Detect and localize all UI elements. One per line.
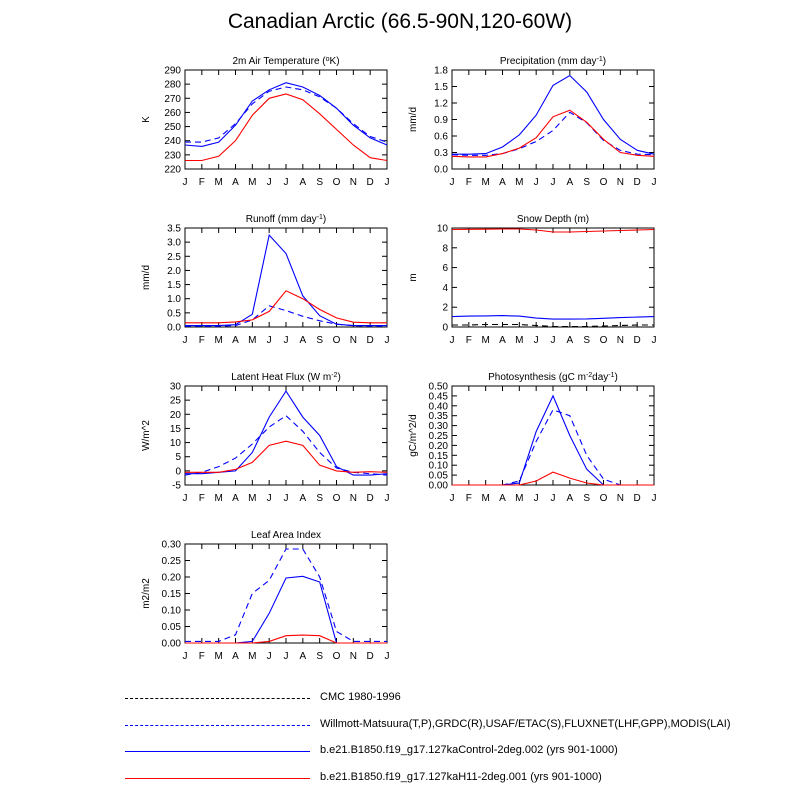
x-tick-label: N	[349, 651, 357, 662]
x-tick-label: D	[633, 177, 641, 188]
y-tick-label: 25	[169, 395, 181, 407]
legend-label-h11: b.e21.B1850.f19_g17.127kaH11-2deg.001 (yrs 901-1000)	[320, 771, 602, 783]
x-tick-label: N	[616, 493, 624, 504]
y-tick-label: 0.40	[428, 401, 448, 413]
y-tick-label: 0	[175, 466, 181, 478]
series-line-1	[452, 76, 654, 155]
x-tick-label: J	[182, 177, 188, 188]
series-line-1	[185, 391, 387, 475]
y-tick-label: 0.6	[434, 131, 448, 143]
panel-title: Latent Heat Flux (W $m^{-2}$)	[231, 371, 341, 383]
y-tick-label: 0.50	[428, 381, 448, 393]
legend-swatch-control	[125, 751, 310, 752]
series-line-2	[185, 291, 387, 323]
x-tick-label: A	[299, 493, 307, 504]
y-tick-label: 220	[164, 164, 181, 176]
x-tick-label: D	[633, 493, 641, 504]
y-axis-label: W/m^2	[141, 420, 152, 451]
y-tick-label: 1.5	[434, 82, 448, 93]
y-tick-label: 0.10	[428, 460, 448, 472]
x-tick-label: D	[366, 651, 374, 662]
x-tick-label: A	[566, 177, 574, 188]
x-tick-label: J	[449, 177, 455, 188]
y-tick-label: 0.20	[428, 440, 448, 452]
x-tick-label: M	[214, 335, 223, 346]
x-tick-label: S	[316, 335, 324, 346]
y-tick-label: 0.3	[434, 148, 448, 159]
x-tick-label: A	[299, 651, 307, 662]
x-tick-label: J	[533, 335, 539, 346]
series-line-0	[185, 416, 387, 475]
x-tick-label: J	[550, 493, 556, 504]
x-tick-label: M	[248, 177, 257, 188]
x-tick-label: M	[515, 177, 524, 188]
x-tick-label: S	[316, 651, 324, 662]
panel-runoff	[141, 214, 390, 347]
y-tick-label: 1.5	[167, 280, 181, 292]
x-tick-label: O	[332, 177, 341, 188]
x-tick-label: J	[266, 177, 272, 188]
y-tick-label: 230	[164, 150, 181, 162]
x-tick-label: M	[515, 493, 524, 504]
legend-label-control: b.e21.B1850.f19_g17.127kaControl-2deg.002 (yrs 901-1000)	[320, 744, 618, 756]
x-tick-label: J	[384, 651, 390, 662]
x-tick-label: J	[266, 493, 272, 504]
x-tick-label: F	[465, 177, 472, 188]
x-tick-label: J	[550, 177, 556, 188]
panel-title: Leaf Area Index	[250, 530, 322, 541]
x-tick-label: J	[550, 335, 556, 346]
x-tick-label: J	[182, 493, 188, 504]
series-line-2	[452, 110, 654, 157]
y-axis-label: m	[408, 273, 419, 282]
y-tick-label: 290	[164, 65, 181, 77]
x-tick-label: J	[182, 651, 188, 662]
y-tick-label: 0.9	[434, 115, 448, 126]
y-tick-label: 0.35	[428, 411, 448, 423]
x-tick-label: J	[533, 493, 539, 504]
x-tick-label: O	[599, 493, 608, 504]
x-tick-label: M	[214, 651, 223, 662]
y-tick-label: 15	[169, 423, 181, 435]
y-tick-label: 8	[442, 243, 448, 255]
x-tick-label: J	[533, 177, 539, 188]
x-tick-label: A	[232, 651, 239, 662]
x-tick-label: J	[384, 335, 390, 346]
y-tick-label: 4	[442, 282, 448, 294]
y-tick-label: 3.5	[167, 223, 181, 235]
x-tick-label: N	[349, 493, 357, 504]
x-tick-label: A	[499, 335, 506, 346]
legend-swatch-h11	[125, 778, 310, 779]
series-line-0	[452, 112, 654, 155]
x-tick-label: O	[332, 493, 341, 504]
x-tick-label: M	[248, 651, 257, 662]
series-line-0	[452, 410, 654, 485]
y-tick-label: 0.30	[428, 421, 448, 433]
x-tick-label: F	[465, 335, 472, 346]
x-tick-label: J	[266, 651, 272, 662]
y-axis-label: K	[141, 116, 152, 123]
x-tick-label: A	[299, 177, 307, 188]
series-line-1	[452, 316, 654, 320]
x-tick-label: M	[214, 493, 223, 504]
y-tick-label: 0.05	[161, 622, 181, 633]
y-tick-label: 2.0	[167, 265, 181, 277]
x-tick-label: J	[651, 177, 657, 188]
y-tick-label: 1.2	[434, 98, 448, 110]
y-tick-label: 10	[436, 223, 448, 235]
x-tick-label: D	[633, 335, 641, 346]
y-tick-label: 0.00	[161, 638, 181, 650]
x-tick-label: J	[384, 493, 390, 504]
y-tick-label: 5	[175, 452, 181, 464]
x-tick-label: M	[248, 335, 257, 346]
y-tick-label: 1.0	[167, 294, 181, 306]
y-tick-label: 0.5	[167, 308, 181, 320]
y-tick-label: 0.15	[161, 589, 181, 600]
y-tick-label: 3.0	[167, 237, 181, 249]
x-tick-label: M	[515, 335, 524, 346]
legend-label-obs: Willmott-Matsuura(T,P),GRDC(R),USAF/ETAC(S),FLUXNET(LHF,GPP),MODIS(LAI)	[320, 718, 731, 730]
x-tick-label: M	[481, 177, 490, 188]
x-tick-label: J	[182, 335, 188, 346]
x-tick-label: J	[283, 335, 289, 346]
panel-title: Photosynthesis (gC $m^{-2}day^{-1}$)	[488, 371, 618, 383]
legend-label-cmc: CMC 1980-1996	[320, 691, 401, 703]
x-tick-label: S	[316, 493, 324, 504]
x-tick-label: J	[651, 493, 657, 504]
x-tick-label: S	[583, 493, 591, 504]
x-tick-label: S	[583, 335, 591, 346]
x-tick-label: D	[366, 177, 374, 188]
plot-frame	[185, 228, 387, 327]
x-tick-label: D	[366, 493, 374, 504]
y-tick-label: 0.15	[428, 450, 448, 462]
x-tick-label: M	[214, 177, 223, 188]
panel-leaf-area-index	[141, 530, 390, 662]
legend-swatch-obs	[125, 725, 310, 726]
panel-snow-depth	[408, 214, 657, 346]
plot-frame	[452, 228, 654, 327]
x-tick-label: S	[583, 177, 591, 188]
x-tick-label: M	[481, 493, 490, 504]
panel-air-temperature	[141, 56, 390, 189]
plot-frame	[452, 386, 654, 485]
panel-title: Precipitation (mm day$^{-1}$)	[499, 55, 607, 67]
x-tick-label: J	[283, 493, 289, 504]
x-tick-label: J	[283, 177, 289, 188]
legend-swatch-cmc	[125, 698, 310, 699]
x-tick-label: N	[616, 177, 624, 188]
y-tick-label: 0.45	[428, 391, 448, 403]
y-tick-label: 0.00	[428, 480, 448, 492]
y-tick-label: 20	[169, 409, 181, 421]
y-tick-label: 0.25	[428, 431, 448, 442]
x-tick-label: A	[566, 493, 574, 504]
y-tick-label: 30	[169, 381, 181, 393]
series-line-1	[185, 235, 387, 326]
y-tick-label: 10	[169, 438, 181, 450]
x-tick-label: J	[449, 335, 455, 346]
y-axis-label: mm/d	[408, 107, 419, 132]
y-tick-label: -5	[172, 480, 181, 492]
y-axis-label: gC/m^2/d	[408, 414, 419, 457]
x-tick-label: A	[232, 335, 239, 346]
panel-title: Runoff (mm day$^{-1}$)	[245, 213, 327, 225]
y-tick-label: 270	[164, 93, 181, 105]
x-tick-label: F	[198, 651, 205, 662]
x-tick-label: J	[266, 335, 272, 346]
x-tick-label: O	[599, 335, 608, 346]
series-line-1	[185, 576, 387, 643]
x-tick-label: N	[349, 335, 357, 346]
panel-latent-heat-flux	[141, 372, 390, 505]
x-tick-label: J	[651, 335, 657, 346]
x-tick-label: J	[283, 651, 289, 662]
plot-frame	[185, 386, 387, 485]
x-tick-label: A	[232, 493, 239, 504]
x-tick-label: A	[499, 177, 506, 188]
x-tick-label: A	[232, 177, 239, 188]
plot-frame	[185, 70, 387, 169]
panel-precipitation	[408, 56, 657, 189]
y-tick-label: 0	[442, 322, 448, 334]
y-tick-label: 2	[442, 302, 448, 314]
y-axis-label: mm/d	[141, 265, 152, 290]
x-tick-label: J	[384, 177, 390, 188]
x-tick-label: M	[248, 493, 257, 504]
y-tick-label: 260	[164, 107, 181, 119]
y-tick-label: 0.20	[161, 572, 181, 584]
series-line-0	[185, 549, 387, 641]
panel-title: Snow Depth (m)	[516, 214, 590, 225]
x-tick-label: S	[316, 177, 324, 188]
y-tick-label: 0.05	[428, 470, 448, 482]
panel-photosynthesis	[408, 372, 657, 505]
y-tick-label: 250	[164, 122, 181, 134]
x-tick-label: N	[349, 177, 357, 188]
y-tick-label: 0.0	[167, 322, 181, 334]
y-tick-label: 0.10	[161, 605, 181, 617]
plot-frame	[185, 544, 387, 643]
x-tick-label: N	[616, 335, 624, 346]
x-tick-label: O	[332, 651, 341, 662]
x-tick-label: F	[198, 335, 205, 346]
y-tick-label: 1.8	[434, 65, 448, 77]
figure-title: Canadian Arctic (66.5-90N,120-60W)	[227, 10, 573, 33]
y-tick-label: 280	[164, 79, 181, 91]
series-line-0	[185, 87, 387, 142]
x-tick-label: A	[566, 335, 574, 346]
x-tick-label: F	[198, 493, 205, 504]
series-line-1	[185, 83, 387, 147]
y-axis-label: m2/m2	[141, 578, 152, 609]
y-tick-label: 0.25	[161, 556, 181, 567]
y-tick-label: 0.0	[434, 164, 448, 176]
x-tick-label: A	[499, 493, 506, 504]
x-tick-label: M	[481, 335, 490, 346]
x-tick-label: A	[299, 335, 307, 346]
panel-title: 2m Air Temperature ($^o$K)	[232, 55, 340, 67]
x-tick-label: O	[599, 177, 608, 188]
y-tick-label: 2.5	[167, 251, 181, 263]
y-tick-label: 6	[442, 263, 448, 275]
y-tick-label: 0.30	[161, 539, 181, 551]
y-tick-label: 240	[164, 136, 181, 148]
x-tick-label: D	[366, 335, 374, 346]
x-tick-label: J	[449, 493, 455, 504]
x-tick-label: O	[332, 335, 341, 346]
x-tick-label: F	[465, 493, 472, 504]
x-tick-label: F	[198, 177, 205, 188]
